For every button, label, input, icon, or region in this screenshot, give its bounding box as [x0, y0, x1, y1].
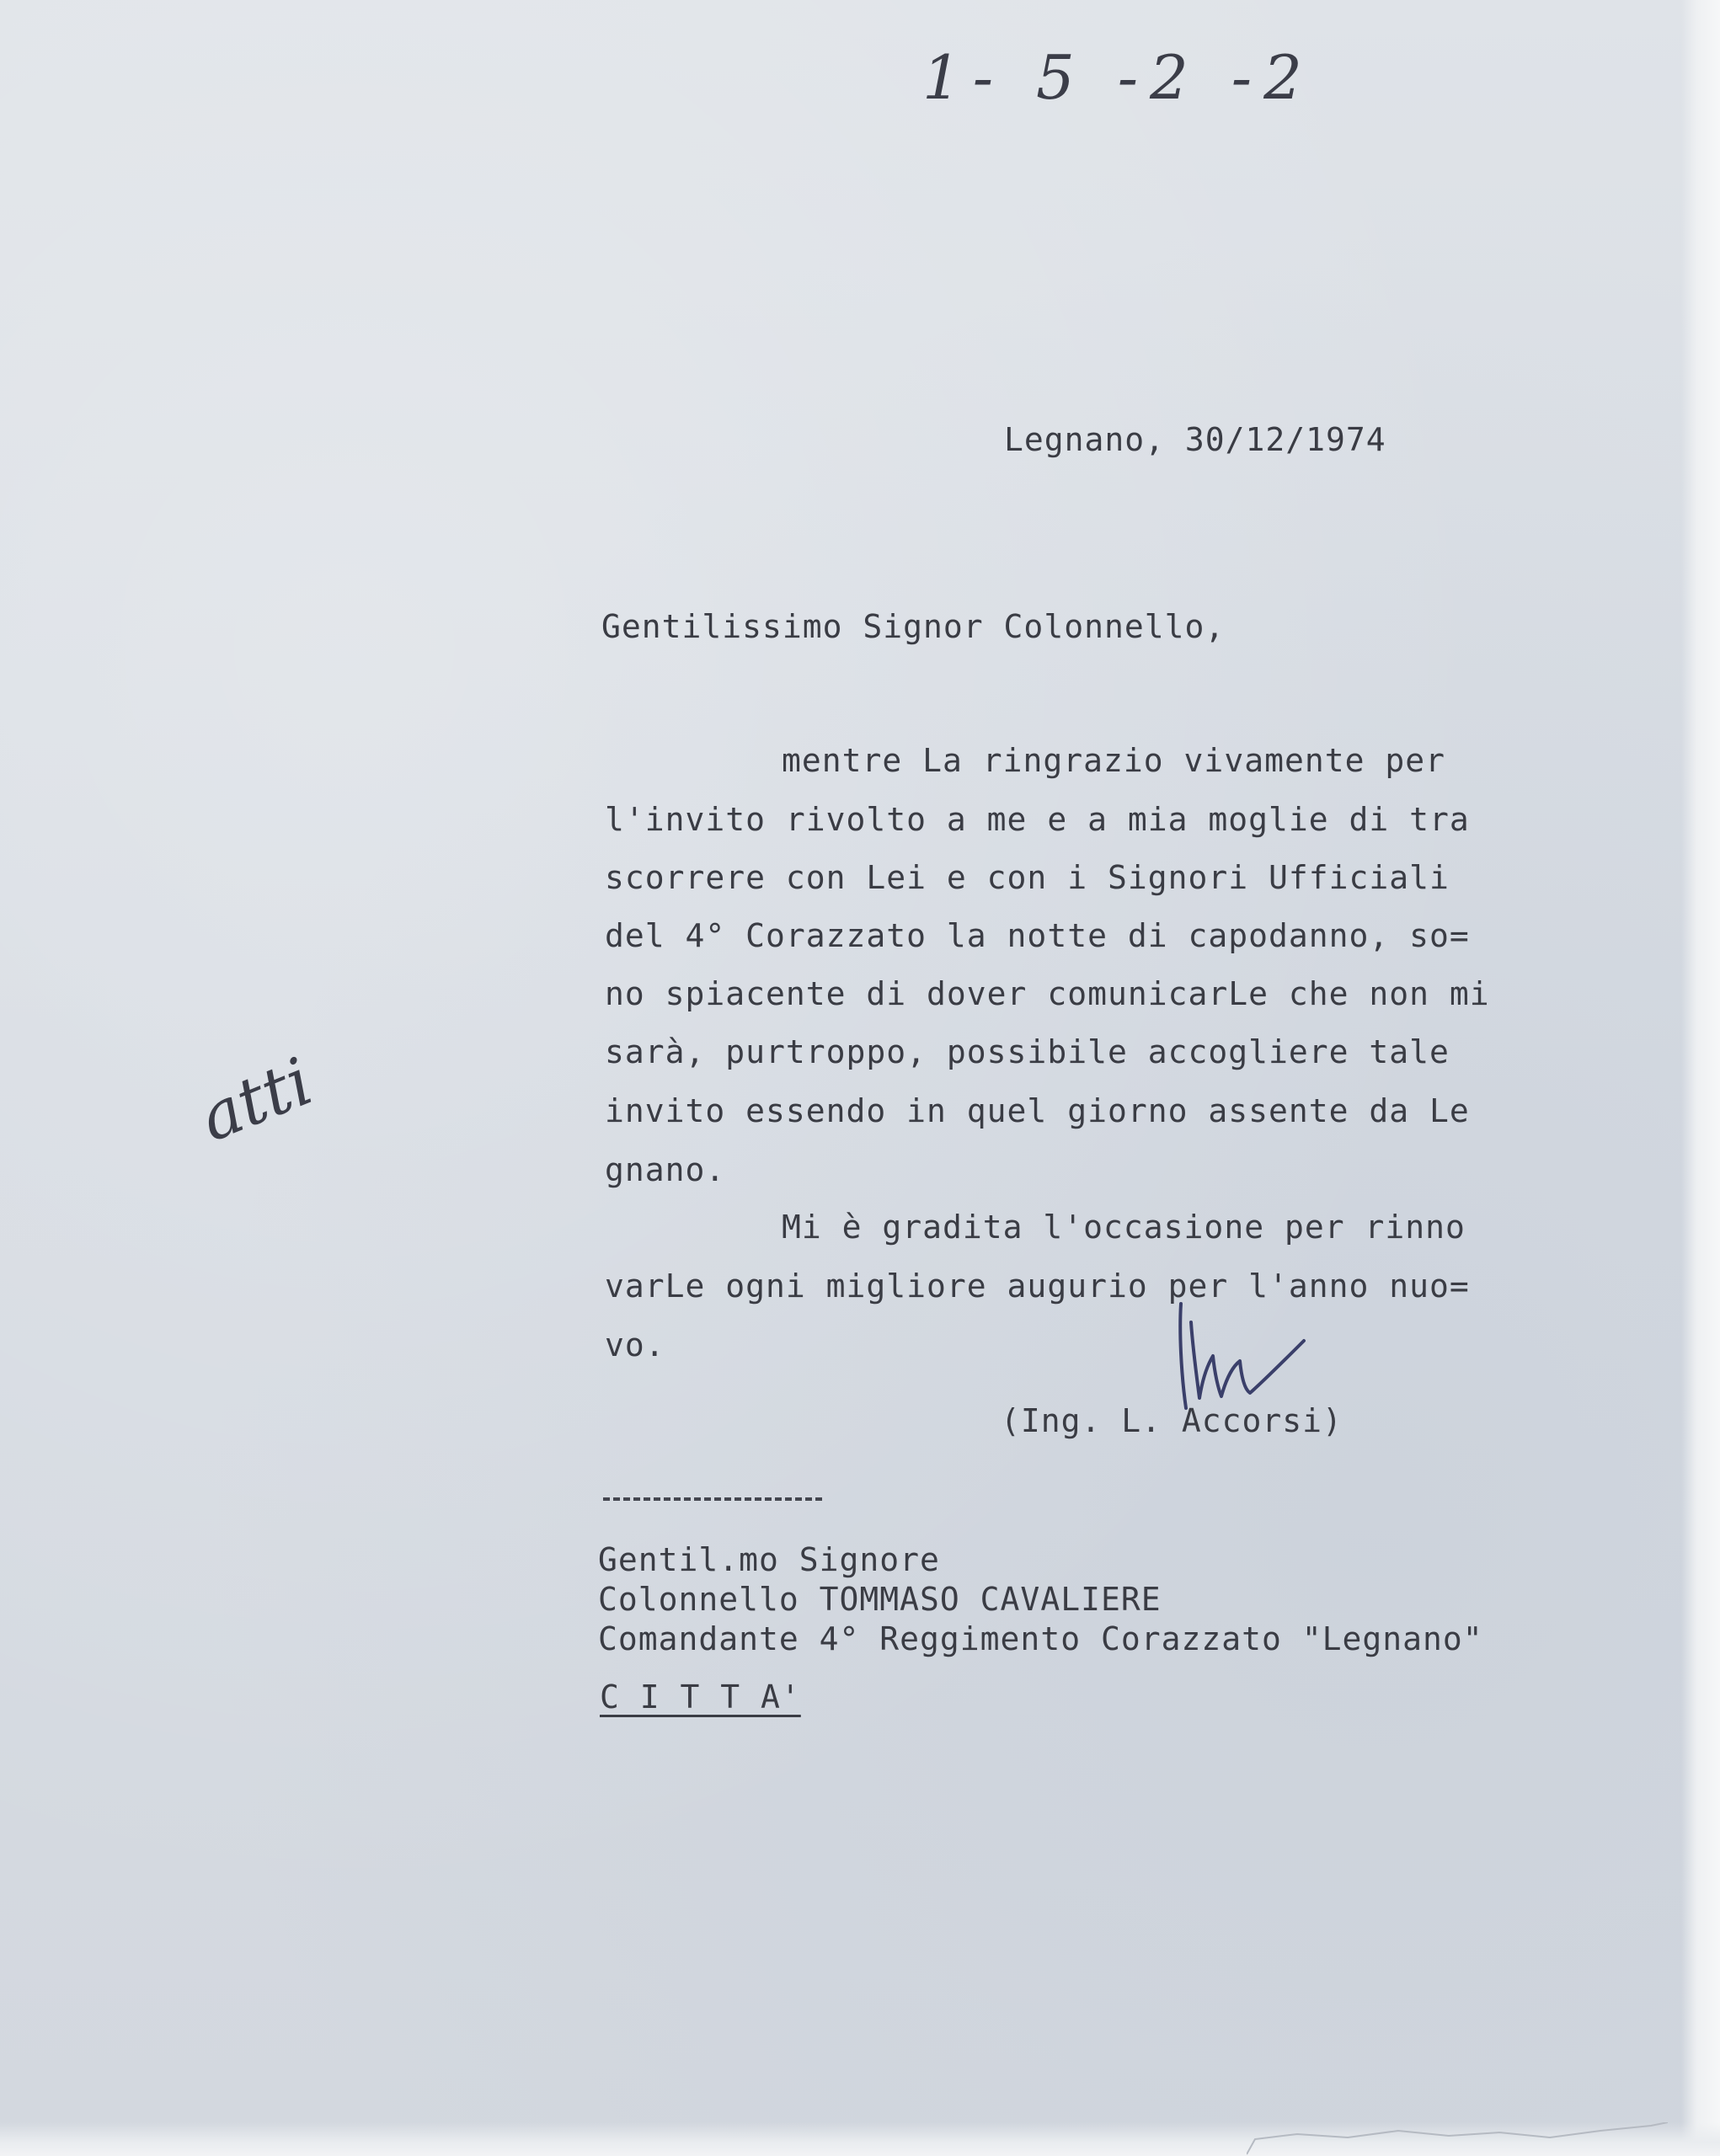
body-line: no spiacente di dover comunicarLe che non mi	[605, 975, 1490, 1012]
body-line: Mi è gradita l'occasione per rinno	[782, 1209, 1466, 1246]
handwritten-reference-number: 1- 5 -2 -2	[922, 42, 1314, 113]
body-line: l'invito rivolto a me e a mia moglie di tra	[605, 801, 1470, 838]
handwritten-margin-note: atti	[190, 1043, 323, 1157]
body-line: invito essendo in quel giorno assente da Le	[605, 1092, 1470, 1129]
body-line: sarà, purtroppo, possibile accogliere tale	[605, 1033, 1450, 1070]
body-line: del 4° Corazzato la notte di capodanno, so=	[605, 917, 1470, 954]
signature-name: (Ing. L. Accorsi)	[1001, 1402, 1343, 1439]
recipient-line: Gentil.mo Signore	[598, 1541, 940, 1578]
body-line: scorrere con Lei e con i Signori Ufficiali	[605, 859, 1450, 896]
body-line: mentre La ringrazio vivamente per	[782, 742, 1445, 779]
paper-tear-mark	[1247, 2122, 1668, 2156]
recipient-city: C I T T A'	[600, 1678, 801, 1716]
body-line: gnano.	[605, 1151, 726, 1188]
handwritten-signature	[1162, 1297, 1306, 1415]
body-line: vo.	[605, 1326, 665, 1364]
date-line: Legnano, 30/12/1974	[1004, 421, 1386, 458]
body-line: varLe ogni migliore augurio per l'anno nuo=	[605, 1267, 1470, 1305]
recipient-line: Comandante 4° Reggimento Corazzato "Legnano"	[598, 1620, 1483, 1657]
recipient-line: Colonnello TOMMASO CAVALIERE	[598, 1581, 1162, 1618]
paper-edge-right	[1681, 0, 1720, 2156]
separator-rule	[603, 1497, 822, 1501]
salutation: Gentilissimo Signor Colonnello,	[601, 608, 1226, 645]
